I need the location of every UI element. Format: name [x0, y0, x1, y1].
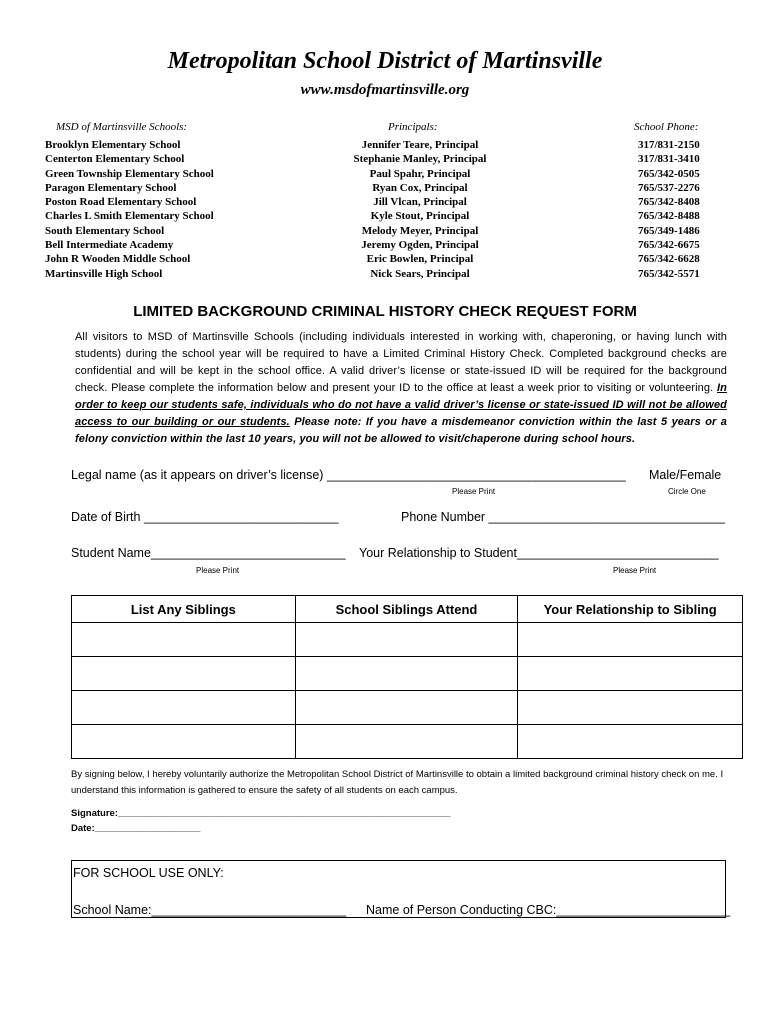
school-phone: 765/342-0505: [638, 167, 700, 180]
school-name: Charles L Smith Elementary School: [45, 210, 214, 223]
principal-name: Jill Vlcan, Principal: [373, 196, 467, 209]
school-name: Green Township Elementary School: [45, 167, 214, 180]
sex-hint: Circle One: [668, 487, 706, 496]
intro-text: All visitors to MSD of Martinsville Schools (including individuals interested in working with, chaperoning, or having lunch with students) during the school year will be required to have a Limited Criminal History Check. Completed background checks are confidential and will be kept in the school office. A valid driver’s license or state-issued ID will be required for the background check. Please complete the information below and present your ID to the office at least a week prior to visiting or volunteering.: [75, 331, 727, 394]
header-relationship: Your Relationship to Sibling: [518, 596, 743, 623]
school-name: Martinsville High School: [45, 267, 163, 280]
district-title: Metropolitan School District of Martinsville: [167, 48, 603, 74]
principal-name: Jeremy Ogden, Principal: [361, 239, 479, 252]
principal-name: Jennifer Teare, Principal: [361, 139, 479, 151]
table-row: [72, 657, 743, 691]
principal-name: Paul Spahr, Principal: [369, 167, 471, 180]
principal-name: Melody Meyer, Principal: [361, 224, 479, 237]
school-phone: 765/349-1486: [638, 224, 700, 237]
sibling-name-cell[interactable]: [72, 691, 296, 725]
sibling-school-cell[interactable]: [295, 623, 518, 657]
table-row: [72, 623, 743, 657]
sibling-relationship-cell[interactable]: [518, 657, 743, 691]
principals-heading: Principals:: [388, 121, 438, 133]
sibling-name-cell[interactable]: [72, 657, 296, 691]
relationship-hint: Please Print: [613, 566, 657, 575]
school-phone: 765/342-6675: [638, 239, 700, 252]
school-name: Bell Intermediate Academy: [45, 239, 174, 252]
school-use-heading: FOR SCHOOL USE ONLY:: [73, 866, 224, 880]
table-header-row: [72, 596, 743, 623]
consent-text: By signing below, I hereby voluntarily authorize the Metropolitan School District of Martinsville to obtain a limited background criminal history check on me. I understand this information is gathered to ensure the safety of all students on each campus.: [71, 769, 724, 796]
signature-field[interactable]: Signature:_______________________________________________________________: [71, 808, 451, 819]
sibling-school-cell[interactable]: [295, 657, 518, 691]
conviction-note: Please note: If you have a misdemeanor conviction within the last 5 years or a felony conviction within the last 10 years, you will not be allowed to visit/chaperone during school hours.: [75, 416, 728, 445]
principal-name: Stephanie Manley, Principal: [353, 153, 487, 166]
school-name: Centerton Elementary School: [45, 153, 185, 166]
district-website: www.msdofmartinsville.org: [300, 82, 470, 98]
sex-field[interactable]: Male/Female: [649, 468, 722, 482]
legal-name-field[interactable]: Legal name (as it appears on driver’s license) ___________________________________________: [71, 468, 626, 482]
table-row: [72, 725, 743, 759]
sibling-school-cell[interactable]: [295, 691, 518, 725]
school-phone: 765/342-8408: [638, 196, 700, 209]
student-name-hint: Please Print: [196, 566, 240, 575]
sibling-name-cell[interactable]: [72, 725, 296, 759]
sibling-relationship-cell[interactable]: [518, 691, 743, 725]
school-phone: 765/342-5571: [638, 267, 700, 280]
school-name: Poston Road Elementary School: [45, 196, 197, 209]
schools-heading: MSD of Martinsville Schools:: [56, 121, 188, 133]
phone-heading: School Phone:: [634, 121, 699, 133]
principal-name: Eric Bowlen, Principal: [366, 253, 474, 266]
relationship-field[interactable]: Your Relationship to Student_____________________________: [359, 546, 719, 560]
school-phone: 317/831-3410: [638, 153, 700, 166]
siblings-table: [71, 595, 743, 759]
table-row: [72, 691, 743, 725]
principal-name: Kyle Stout, Principal: [370, 210, 470, 223]
phone-field[interactable]: Phone Number __________________________________: [401, 510, 725, 524]
school-phone: 765/342-8488: [638, 210, 700, 223]
student-name-field[interactable]: Student Name____________________________: [71, 546, 346, 560]
school-name: Brooklyn Elementary School: [45, 139, 181, 151]
phones-list: [638, 138, 700, 281]
dob-field[interactable]: Date of Birth ____________________________: [71, 510, 339, 524]
date-field[interactable]: Date:____________________: [71, 823, 201, 834]
header-school: School Siblings Attend: [295, 596, 518, 623]
schools-list: [45, 138, 214, 281]
sibling-school-cell[interactable]: [295, 725, 518, 759]
school-name: Paragon Elementary School: [45, 181, 177, 194]
principals-list: [330, 138, 510, 281]
legal-name-hint: Please Print: [452, 487, 496, 496]
principal-name: Ryan Cox, Principal: [372, 181, 468, 194]
school-name-field[interactable]: School Name:____________________________: [73, 903, 347, 917]
sibling-name-cell[interactable]: [72, 623, 296, 657]
school-phone: 317/831-2150: [638, 139, 700, 151]
principal-name: Nick Sears, Principal: [370, 267, 470, 280]
form-title: LIMITED BACKGROUND CRIMINAL HISTORY CHECK REQUEST FORM: [133, 303, 637, 320]
header-siblings: List Any Siblings: [72, 596, 296, 623]
school-name: John R Wooden Middle School: [45, 253, 191, 266]
school-phone: 765/537-2276: [638, 181, 700, 194]
cbc-conductor-field[interactable]: Name of Person Conducting CBC:_________________________: [366, 903, 731, 917]
school-name: South Elementary School: [45, 224, 165, 237]
sibling-relationship-cell[interactable]: [518, 623, 743, 657]
intro-paragraph: [75, 329, 727, 448]
school-phone: 765/342-6628: [638, 253, 700, 266]
school-use-box: [71, 860, 731, 918]
access-warning: In order to keep our students safe, individuals who do not have a valid driver’s license or state-issued ID will not be allowed access to our building or our students.: [75, 382, 728, 428]
sibling-relationship-cell[interactable]: [518, 725, 743, 759]
